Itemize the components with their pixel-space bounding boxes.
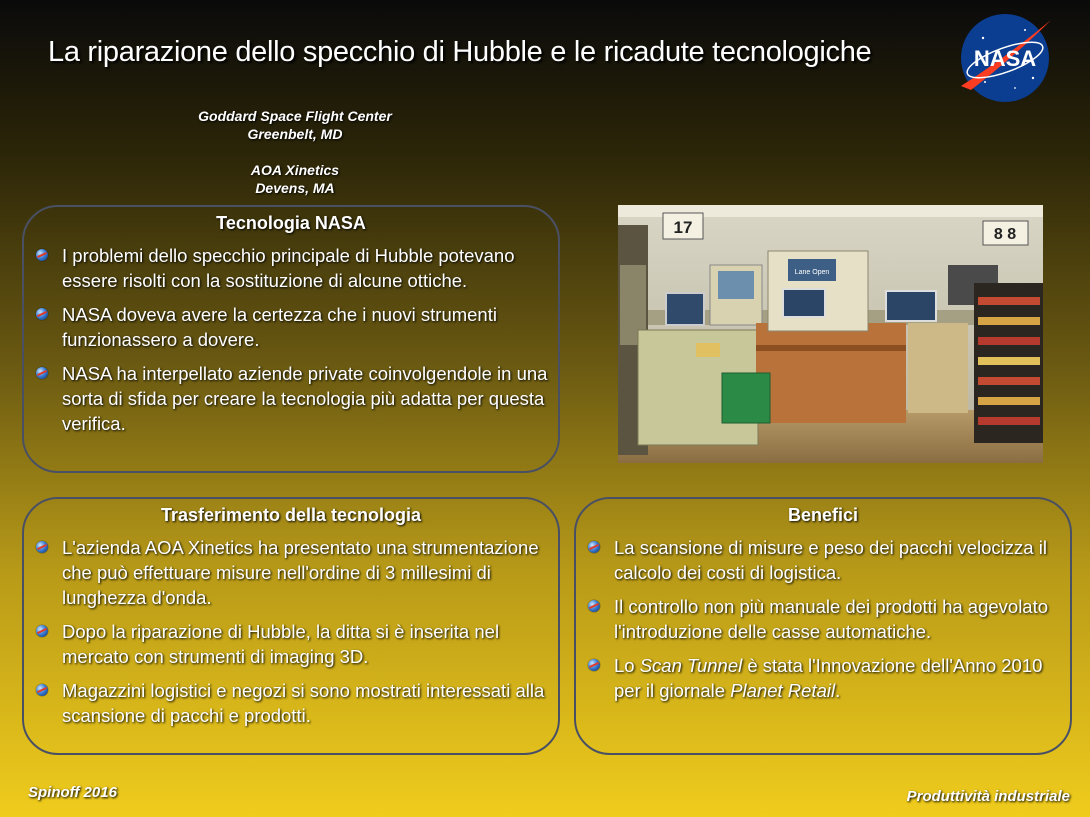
lane-sign-left: 17 — [673, 218, 693, 237]
bullet-icon — [36, 249, 48, 261]
bullet-icon — [36, 625, 48, 637]
nasa-logo — [955, 8, 1055, 108]
tech-transfer-title: Trasferimento della tecnologia — [160, 505, 422, 525]
list-item: Il controllo non più manuale dei prodotti ha agevolato l'introduzione delle casse automatiche. — [576, 594, 1070, 644]
tech-nasa-list — [24, 243, 558, 436]
bullet-icon — [36, 684, 48, 696]
list-item: Dopo la riparazione di Hubble, la ditta si è inserita nel mercato con strumenti di imaging 3D. — [24, 619, 558, 669]
tech-transfer-box — [22, 497, 560, 755]
list-item: NASA ha interpellato aziende private coinvolgendole in una sorta di sfida per creare la tecnologia più adatta per questa verifica. — [24, 361, 558, 436]
center-location-2: Devens, MA — [255, 180, 335, 196]
center-name-1: Goddard Space Flight Center — [198, 108, 392, 124]
screen-text: Lane Open — [794, 269, 830, 276]
center-location-1: Greenbelt, MD — [247, 126, 343, 142]
self-checkout-photo — [618, 205, 1043, 463]
bullet-icon — [36, 541, 48, 553]
benefits-box — [574, 497, 1072, 755]
lane-sign-right: 8 8 — [993, 226, 1017, 243]
nasa-logo-text: NASA — [973, 46, 1037, 71]
centers-info — [150, 107, 440, 197]
bullet-icon — [588, 600, 600, 612]
list-item: La scansione di misure e peso dei pacchi velocizza il calcolo dei costi di logistica. — [576, 535, 1070, 585]
tech-nasa-title: Tecnologia NASA — [216, 213, 366, 233]
footer-category: Produttività industriale — [906, 788, 1070, 805]
benefits-list — [576, 535, 1070, 703]
list-item: NASA doveva avere la certezza che i nuovi strumenti funzionassero a dovere. — [24, 302, 558, 352]
planet-retail-name: Planet Retail — [730, 680, 836, 701]
bullet-icon — [588, 659, 600, 671]
list-item: L'azienda AOA Xinetics ha presentato una strumentazione che può effettuare misure nell'ordine di 3 millesimi di lunghezza d'onda. — [24, 535, 558, 610]
list-item: I problemi dello specchio principale di Hubble potevano essere risolti con la sostituzione di alcune ottiche. — [24, 243, 558, 293]
tech-transfer-list — [24, 535, 558, 728]
tech-nasa-box — [22, 205, 560, 473]
benefits-title: Benefici — [787, 505, 859, 525]
page-title: La riparazione dello specchio di Hubble e le ricadute tecnologiche — [48, 36, 872, 68]
list-item: Lo Scan Tunnel è stata l'Innovazione dell'Anno 2010 per il giornale Planet Retail. — [576, 653, 1070, 703]
list-item: Magazzini logistici e negozi si sono mostrati interessati alla scansione di pacchi e prodotti. — [24, 678, 558, 728]
footer-spinoff: Spinoff 2016 — [28, 784, 117, 801]
bullet-icon — [588, 541, 600, 553]
bullet-icon — [36, 367, 48, 379]
scan-tunnel-name: Scan Tunnel — [639, 655, 743, 676]
center-name-2: AOA Xinetics — [250, 162, 340, 178]
bullet-icon — [36, 308, 48, 320]
